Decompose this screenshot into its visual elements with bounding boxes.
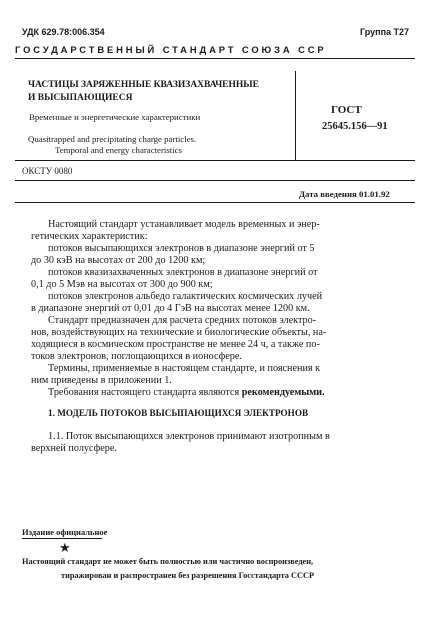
edition-underline [22, 538, 102, 539]
udk-code: УДК 629.78:006.354 [22, 27, 105, 37]
body-line: потоков высыпающихся электронов в диапазоне энергий от 5 [48, 243, 315, 254]
requirements-text: Требования настоящего стандарта являются [48, 387, 242, 398]
title-line-1: ЧАСТИЦЫ ЗАРЯЖЕННЫЕ КВАЗИЗАХВАЧЕННЫЕ [28, 80, 259, 90]
clause-line: 1.1. Поток высыпающихся электронов принимают изотропным в [48, 431, 330, 442]
copyright-notice-line-1: Настоящий стандарт не может быть полностью или частично воспроизведен, [22, 557, 314, 566]
requirements-bold: рекомендуемыми. [241, 387, 325, 398]
body-line: в диапазоне энергий от 0,01 до 4 ГэВ на высотах менее 1200 км. [31, 303, 310, 314]
body-line: Стандарт предназначен для расчета средних потоков электро- [48, 315, 317, 326]
star-icon: ★ [59, 540, 71, 555]
subtitle: Временные и энергетические характеристики [29, 112, 201, 122]
body-line: до 30 кэВ на высотах от 200 до 1200 км; [31, 255, 206, 266]
gost-divider [295, 71, 296, 160]
header-rule [15, 58, 415, 59]
official-edition: Издание официальное [22, 527, 108, 537]
date-rule [15, 202, 415, 203]
copyright-notice-line-2: тиражирован и распространен без разрешения Госстандарта СССР [61, 571, 315, 580]
title-bottom-rule [15, 160, 415, 161]
english-title-line-1: Quasitrapped and precipitating charge particles. [28, 134, 197, 144]
title-line-2: И ВЫСЫПАЮЩИЕСЯ [28, 93, 133, 103]
body-line: потоков квазизахваченных электронов в диапазоне энергий от [48, 267, 318, 278]
effective-date [299, 189, 390, 199]
gost-number: 25645.156—91 [322, 121, 388, 132]
effective-date-value: 01.01.92 [359, 189, 390, 199]
body-line: потоков электронов альбедо галактических космических лучей [48, 291, 323, 302]
english-title-line-2: Temporal and energy characteristics [55, 145, 182, 155]
body-line: ходящиеся в космическом пространстве не менее 24 ч, а также по- [31, 339, 320, 350]
requirements-line [48, 387, 325, 399]
group-code: Группа Т27 [360, 27, 410, 37]
section-heading: 1. МОДЕЛЬ ПОТОКОВ ВЫСЫПАЮЩИХСЯ ЭЛЕКТРОНОВ [48, 408, 309, 418]
body-line: нов, воздействующих на технические и биологические объекты, на- [31, 327, 327, 338]
gost-label: ГОСТ [331, 104, 362, 116]
body-line: 0,1 до 5 Мэв на высотах от 300 до 900 км; [31, 279, 213, 290]
body-line: Настоящий стандарт устанавливает модель временных и энер- [48, 219, 320, 230]
body-line: ним приведены в приложении 1. [31, 375, 172, 386]
effective-date-label: Дата введения [299, 189, 357, 199]
standard-body-title: ГОСУДАРСТВЕННЫЙ СТАНДАРТ СОЮЗА ССР [15, 44, 327, 55]
okstu-rule [15, 180, 415, 181]
body-line: гетических характеристик: [31, 231, 148, 242]
clause-line: верхней полусфере. [31, 443, 117, 454]
okstu-code: ОКСТУ 0080 [22, 166, 73, 176]
body-line: токов электронов, поглощающихся в ионосфере. [31, 351, 242, 362]
body-line: Термины, применяемые в настоящем стандарте, и пояснения к [48, 363, 321, 374]
